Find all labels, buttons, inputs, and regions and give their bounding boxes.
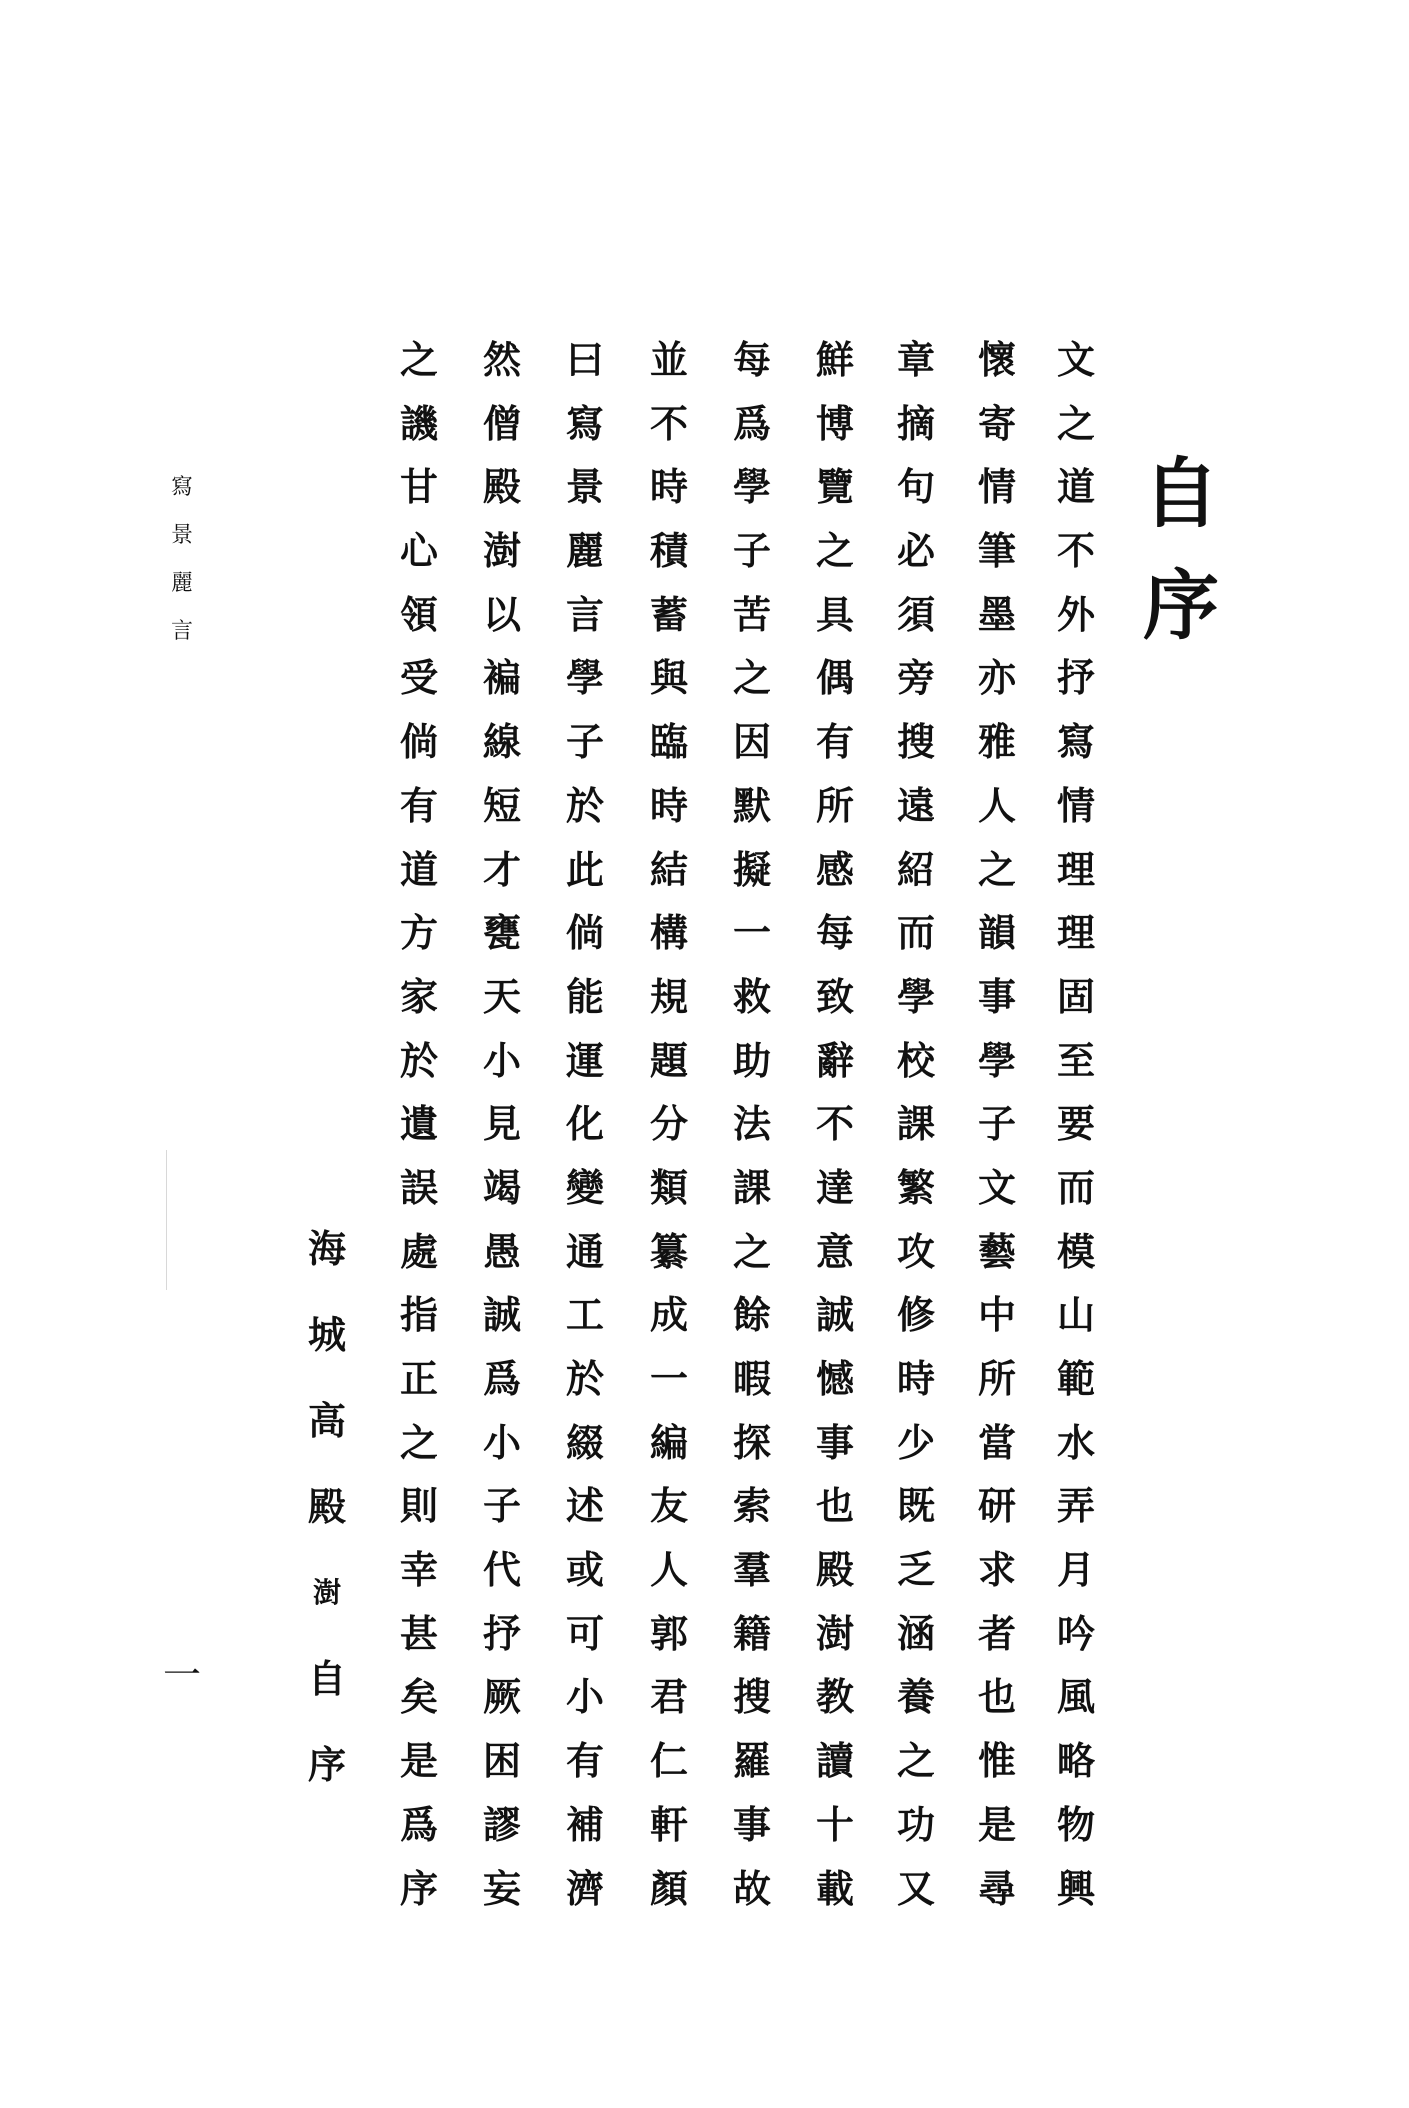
text-char: 課: [896, 1101, 935, 1147]
text-char: 褊: [482, 655, 521, 701]
text-char: 意: [815, 1228, 854, 1274]
text-char: 一: [732, 910, 771, 956]
text-char: 默: [732, 782, 771, 828]
text-char: 博: [815, 400, 854, 446]
text-char: 搜: [732, 1674, 771, 1720]
header-char: 寫: [170, 475, 193, 500]
text-char: 子: [977, 1101, 1016, 1147]
text-char: 之: [977, 846, 1016, 892]
header-char: 景: [170, 523, 193, 548]
text-char: 模: [1056, 1228, 1095, 1274]
text-char: 因: [732, 719, 771, 765]
text-char: 學: [732, 464, 771, 510]
text-char: 小: [565, 1674, 604, 1720]
text-char: 澍: [482, 528, 521, 574]
text-char: 顏: [649, 1865, 688, 1911]
text-char: 澍: [815, 1610, 854, 1656]
text-char: 餘: [732, 1292, 771, 1338]
text-char: 固: [1056, 973, 1095, 1019]
text-char: 麗: [565, 528, 604, 574]
text-char: 抒: [1056, 655, 1095, 701]
text-char: 小: [482, 1419, 521, 1465]
text-char: 有: [399, 782, 438, 828]
text-char: 風: [1056, 1674, 1095, 1720]
text-char: 探: [732, 1419, 771, 1465]
text-char: 倘: [399, 719, 438, 765]
text-char: 紹: [896, 846, 935, 892]
text-char: 之: [732, 1228, 771, 1274]
text-char: 載: [815, 1865, 854, 1911]
text-char: 句: [896, 464, 935, 510]
header-char: 麗: [170, 571, 193, 596]
text-char: 受: [399, 655, 438, 701]
text-char: 於: [565, 782, 604, 828]
text-char: 結: [649, 846, 688, 892]
title-char: 序: [1143, 561, 1219, 650]
text-char: 憾: [815, 1356, 854, 1401]
text-char: 通: [565, 1228, 604, 1274]
text-column: [561, 328, 609, 1920]
text-char: 是: [399, 1738, 438, 1784]
text-char: 籍: [732, 1610, 771, 1656]
text-char: 十: [815, 1801, 854, 1847]
text-char: 爲: [732, 400, 771, 446]
text-char: 是: [977, 1801, 1016, 1847]
text-char: 於: [399, 1037, 438, 1083]
text-char: 可: [565, 1610, 604, 1656]
text-char: 僧: [482, 400, 521, 446]
text-char: 才: [482, 846, 521, 892]
text-char: 積: [649, 528, 688, 574]
text-char: 事: [732, 1801, 771, 1847]
text-char: 文: [1056, 337, 1095, 382]
text-char: 並: [649, 337, 688, 382]
title-char: 自: [1143, 449, 1219, 538]
text-char: 事: [815, 1419, 854, 1465]
text-char: 軒: [649, 1801, 688, 1847]
text-char: 題: [649, 1037, 688, 1083]
author-signature: [303, 1206, 351, 1808]
text-char: 當: [977, 1419, 1016, 1465]
text-char: 君: [649, 1674, 688, 1720]
text-char: 正: [399, 1356, 438, 1401]
text-char: 小: [482, 1037, 521, 1083]
text-char: 於: [565, 1356, 604, 1401]
text-char: 困: [482, 1738, 521, 1784]
signature-char: 城: [307, 1312, 346, 1357]
text-char: 見: [482, 1101, 521, 1147]
text-char: 之: [815, 528, 854, 574]
text-char: 少: [896, 1419, 935, 1465]
text-char: 山: [1056, 1292, 1095, 1338]
text-char: 臨: [649, 719, 688, 765]
text-char: 厥: [482, 1674, 521, 1720]
text-char: 物: [1056, 1801, 1095, 1847]
text-char: 筆: [977, 528, 1016, 574]
text-column: [1052, 328, 1100, 1920]
text-char: 領: [399, 591, 438, 637]
text-char: 甕: [482, 910, 521, 956]
text-char: 成: [649, 1292, 688, 1338]
text-char: 短: [482, 782, 521, 828]
text-char: 求: [977, 1547, 1016, 1593]
text-char: 旁: [896, 655, 935, 701]
text-char: 覽: [815, 464, 854, 510]
text-char: 每: [732, 337, 771, 382]
text-char: 必: [896, 528, 935, 574]
text-char: 範: [1056, 1356, 1095, 1401]
text-char: 謬: [482, 1801, 521, 1847]
text-char: 略: [1056, 1738, 1095, 1784]
text-char: 則: [399, 1483, 438, 1529]
text-char: 也: [815, 1483, 854, 1529]
text-char: 課: [732, 1164, 771, 1210]
text-char: 惟: [977, 1738, 1016, 1784]
text-char: 時: [896, 1356, 935, 1401]
text-char: 或: [565, 1547, 604, 1593]
text-char: 索: [732, 1483, 771, 1529]
text-char: 寫: [565, 400, 604, 446]
text-char: 故: [732, 1865, 771, 1911]
text-char: 時: [649, 464, 688, 510]
text-char: 研: [977, 1483, 1016, 1529]
text-char: 處: [399, 1228, 438, 1274]
text-char: 倘: [565, 910, 604, 956]
text-char: 甚: [399, 1610, 438, 1656]
text-char: 每: [815, 910, 854, 956]
text-char: 曰: [565, 337, 604, 382]
text-char: 修: [896, 1292, 935, 1338]
text-char: 殿: [482, 464, 521, 510]
text-char: 之: [896, 1738, 935, 1784]
text-char: 構: [649, 910, 688, 956]
text-char: 分: [649, 1101, 688, 1147]
text-char: 理: [1056, 910, 1095, 956]
text-char: 以: [482, 591, 521, 637]
text-char: 情: [1056, 782, 1095, 828]
text-char: 規: [649, 973, 688, 1019]
text-char: 子: [732, 528, 771, 574]
text-char: 也: [977, 1674, 1016, 1720]
text-char: 涵: [896, 1610, 935, 1656]
text-char: 感: [815, 846, 854, 892]
text-char: 景: [565, 464, 604, 510]
text-char: 一: [649, 1356, 688, 1401]
text-char: 類: [649, 1164, 688, 1210]
text-char: 學: [977, 1037, 1016, 1083]
text-char: 之: [732, 655, 771, 701]
text-char: 抒: [482, 1610, 521, 1656]
text-column: [645, 328, 693, 1920]
text-char: 不: [815, 1101, 854, 1147]
margin-rule: [166, 1150, 167, 1290]
preface-title: [1136, 438, 1226, 662]
text-char: 者: [977, 1610, 1016, 1656]
text-char: 化: [565, 1101, 604, 1147]
text-char: 誤: [399, 1164, 438, 1210]
signature-char: 海: [307, 1226, 346, 1271]
text-char: 之: [1056, 400, 1095, 446]
text-char: 弄: [1056, 1483, 1095, 1529]
text-char: 竭: [482, 1164, 521, 1210]
running-header: [167, 464, 197, 656]
header-char: 言: [170, 619, 193, 644]
text-char: 方: [399, 910, 438, 956]
text-char: 辭: [815, 1037, 854, 1083]
text-char: 言: [565, 591, 604, 637]
text-char: 仁: [649, 1738, 688, 1784]
text-char: 譏: [399, 400, 438, 446]
text-char: 中: [977, 1292, 1016, 1338]
text-char: 之: [399, 1419, 438, 1465]
text-char: 所: [815, 782, 854, 828]
text-char: 韻: [977, 910, 1016, 956]
text-char: 幸: [399, 1547, 438, 1593]
text-char: 具: [815, 591, 854, 637]
text-column: [811, 328, 859, 1920]
text-char: 文: [977, 1164, 1016, 1210]
text-char: 學: [565, 655, 604, 701]
text-char: 法: [732, 1101, 771, 1147]
text-char: 所: [977, 1356, 1016, 1401]
text-char: 偶: [815, 655, 854, 701]
text-char: 攻: [896, 1228, 935, 1274]
signature-char: 序: [307, 1742, 346, 1787]
text-char: 寄: [977, 400, 1016, 446]
text-char: 述: [565, 1483, 604, 1529]
text-char: 道: [399, 846, 438, 892]
text-char: 讀: [815, 1738, 854, 1784]
text-char: 遠: [896, 782, 935, 828]
text-column: [892, 328, 940, 1920]
text-char: 助: [732, 1037, 771, 1083]
text-char: 補: [565, 1801, 604, 1847]
text-char: 羅: [732, 1738, 771, 1784]
signature-char: 殿: [307, 1484, 346, 1529]
text-char: 苦: [732, 591, 771, 637]
text-char: 校: [896, 1037, 935, 1083]
text-char: 纂: [649, 1228, 688, 1274]
text-char: 代: [482, 1547, 521, 1593]
text-char: 墨: [977, 591, 1016, 637]
text-char: 之: [399, 337, 438, 382]
text-char: 遺: [399, 1101, 438, 1147]
text-char: 道: [1056, 464, 1095, 510]
text-char: 羣: [732, 1547, 771, 1593]
text-column: [395, 328, 443, 1920]
text-char: 殿: [815, 1547, 854, 1593]
text-char: 有: [565, 1738, 604, 1784]
text-char: 子: [482, 1483, 521, 1529]
text-char: 與: [649, 655, 688, 701]
text-char: 達: [815, 1164, 854, 1210]
text-char: 線: [482, 719, 521, 765]
text-char: 綴: [565, 1419, 604, 1465]
text-column: [973, 328, 1021, 1920]
text-char: 摘: [896, 400, 935, 446]
text-char: 編: [649, 1419, 688, 1465]
text-char: 亦: [977, 655, 1016, 701]
text-char: 人: [977, 782, 1016, 828]
text-char: 友: [649, 1483, 688, 1529]
text-char: 不: [649, 400, 688, 446]
text-char: 學: [896, 973, 935, 1019]
text-char: 天: [482, 973, 521, 1019]
text-char: 情: [977, 464, 1016, 510]
text-char: 愚: [482, 1228, 521, 1274]
text-char: 乏: [896, 1547, 935, 1593]
text-char: 外: [1056, 591, 1095, 637]
text-char: 尋: [977, 1865, 1016, 1911]
text-char: 藝: [977, 1228, 1016, 1274]
text-char: 誠: [482, 1292, 521, 1338]
text-column: [478, 328, 526, 1920]
text-char: 而: [1056, 1164, 1095, 1210]
text-char: 子: [565, 719, 604, 765]
text-char: 指: [399, 1292, 438, 1338]
text-char: 有: [815, 719, 854, 765]
text-char: 寫: [1056, 719, 1095, 765]
signature-char: 自: [307, 1656, 346, 1701]
page-number: 一: [162, 1653, 201, 1697]
text-char: 要: [1056, 1101, 1095, 1147]
text-char: 矣: [399, 1674, 438, 1720]
text-char: 理: [1056, 846, 1095, 892]
text-char: 興: [1056, 1865, 1095, 1911]
text-char: 教: [815, 1674, 854, 1720]
text-char: 變: [565, 1164, 604, 1210]
text-char: 而: [896, 910, 935, 956]
text-char: 事: [977, 973, 1016, 1019]
text-char: 養: [896, 1674, 935, 1720]
text-char: 致: [815, 973, 854, 1019]
text-char: 妄: [482, 1865, 521, 1911]
text-char: 運: [565, 1037, 604, 1083]
text-char: 心: [399, 528, 438, 574]
text-char: 既: [896, 1483, 935, 1529]
text-char: 功: [896, 1801, 935, 1847]
text-char: 鮮: [815, 337, 854, 382]
text-char: 水: [1056, 1419, 1095, 1465]
text-char: 爲: [399, 1801, 438, 1847]
text-char: 郭: [649, 1610, 688, 1656]
signature-char: 澍: [312, 1576, 341, 1609]
text-char: 搜: [896, 719, 935, 765]
text-char: 不: [1056, 528, 1095, 574]
text-char: 暇: [732, 1356, 771, 1401]
text-char: 繁: [896, 1164, 935, 1210]
text-char: 月: [1056, 1547, 1095, 1593]
text-char: 能: [565, 973, 604, 1019]
text-char: 蓄: [649, 591, 688, 637]
text-char: 時: [649, 782, 688, 828]
text-char: 須: [896, 591, 935, 637]
text-char: 雅: [977, 719, 1016, 765]
text-char: 爲: [482, 1356, 521, 1401]
text-char: 誠: [815, 1292, 854, 1338]
text-char: 人: [649, 1547, 688, 1593]
text-char: 甘: [399, 464, 438, 510]
text-char: 然: [482, 337, 521, 382]
text-char: 此: [565, 846, 604, 892]
text-char: 擬: [732, 846, 771, 892]
text-char: 工: [565, 1292, 604, 1338]
text-char: 又: [896, 1865, 935, 1911]
text-char: 濟: [565, 1865, 604, 1911]
text-column: [728, 328, 776, 1920]
text-char: 章: [896, 337, 935, 382]
signature-char: 高: [307, 1398, 346, 1443]
text-char: 家: [399, 973, 438, 1019]
text-char: 至: [1056, 1037, 1095, 1083]
text-char: 吟: [1056, 1610, 1095, 1656]
text-char: 懷: [977, 337, 1016, 382]
text-char: 序: [399, 1865, 438, 1911]
text-char: 救: [732, 973, 771, 1019]
